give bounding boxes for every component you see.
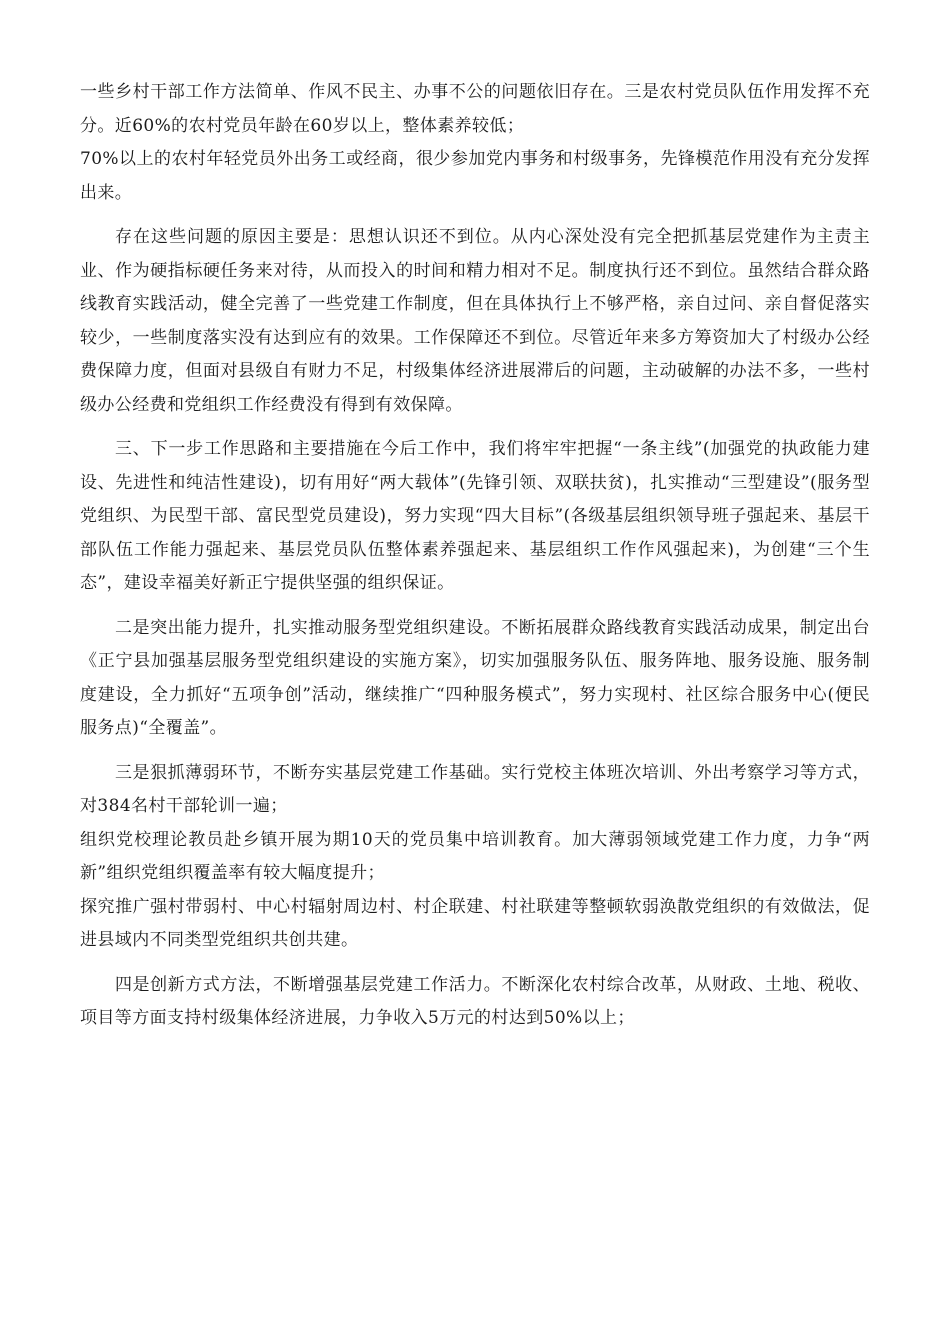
paragraph-joint-building: 探究推广强村带弱村、中心村辐射周边村、村企联建、村社联建等整顿软弱涣散党组织的有效做法，促进县域内不同类型党组织共创共建。 xyxy=(80,896,870,950)
paragraph-root-causes: 存在这些问题的原因主要是：思想认识还不到位。从内心深处没有完全把抓基层党建作为主责主业、作为硬指标硬任务来对待，从而投入的时间和精力相对不足。制度执行还不到位。虽然结合群众路线教育实践活动，健全完善了一些党建工作制度，但在具体执行上不够严格，亲自过问、亲自督促落实较少，一些制度落实没有达到应有的效果。工作保障还不到位。尽管近年来多方筹资加大了村级办公经费保障力度，但面对县级自有财力不足，村级集体经济进展滞后的问题，主动破解的办法不多，一些村级办公经费和党组织工作经费没有得到有效保障。 xyxy=(80,227,870,415)
paragraph-young-members: 70%以上的农村年轻党员外出务工或经商，很少参加党内事务和村级事务，先锋模范作用没有充分发挥出来。 xyxy=(80,149,870,203)
paragraph-service-organizations: 二是突出能力提升，扎实推动服务型党组织建设。不断拓展群众路线教育实践活动成果，制定出台《正宁县加强基层服务型党组织建设的实施方案》，切实加强服务队伍、服务阵地、服务设施、服务制度建设，全力抓好“五项争创”活动，继续推广“四种服务模式”，努力实现村、社区综合服务中心(便民服务点)“全覆盖”。 xyxy=(80,617,870,738)
paragraph-next-steps: 三、下一步工作思路和主要措施在今后工作中，我们将牢牢把握“一条主线”(加强党的执政能力建设、先进性和纯洁性建设)，切有用好“两大载体”(先锋引领、双联扶贫)，扎实推动“三型建设”(服务型党组织、为民型干部、富民型党员建设)，努力实现“四大目标”(各级基层组织领导班子强起来、基层干部队伍工作能力强起来、基层党员队伍整体素养强起来、基层组织工作作风强起来)，为创建“三个生态”，建设幸福美好新正宁提供坚强的组织保证。 xyxy=(80,439,870,593)
paragraph-weak-links: 三是狠抓薄弱环节，不断夯实基层党建工作基础。实行党校主体班次培训、外出考察学习等方式，对384名村干部轮训一遍； xyxy=(80,762,870,816)
document-body xyxy=(80,76,870,1036)
paragraph-party-school-training: 组织党校理论教员赴乡镇开展为期10天的党员集中培训教育。加大薄弱领域党建工作力度，力争“两新”组织党组织覆盖率有较大幅度提升； xyxy=(80,829,870,883)
paragraph-innovation: 四是创新方式方法，不断增强基层党建工作活力。不断深化农村综合改革，从财政、土地、税收、项目等方面支持村级集体经济进展，力争收入5万元的村达到50%以上； xyxy=(80,974,870,1028)
paragraph-rural-cadre-issues: 一些乡村干部工作方法简单、作风不民主、办事不公的问题依旧存在。三是农村党员队伍作用发挥不充分。近60%的农村党员年龄在60岁以上，整体素养较低； xyxy=(80,82,870,136)
